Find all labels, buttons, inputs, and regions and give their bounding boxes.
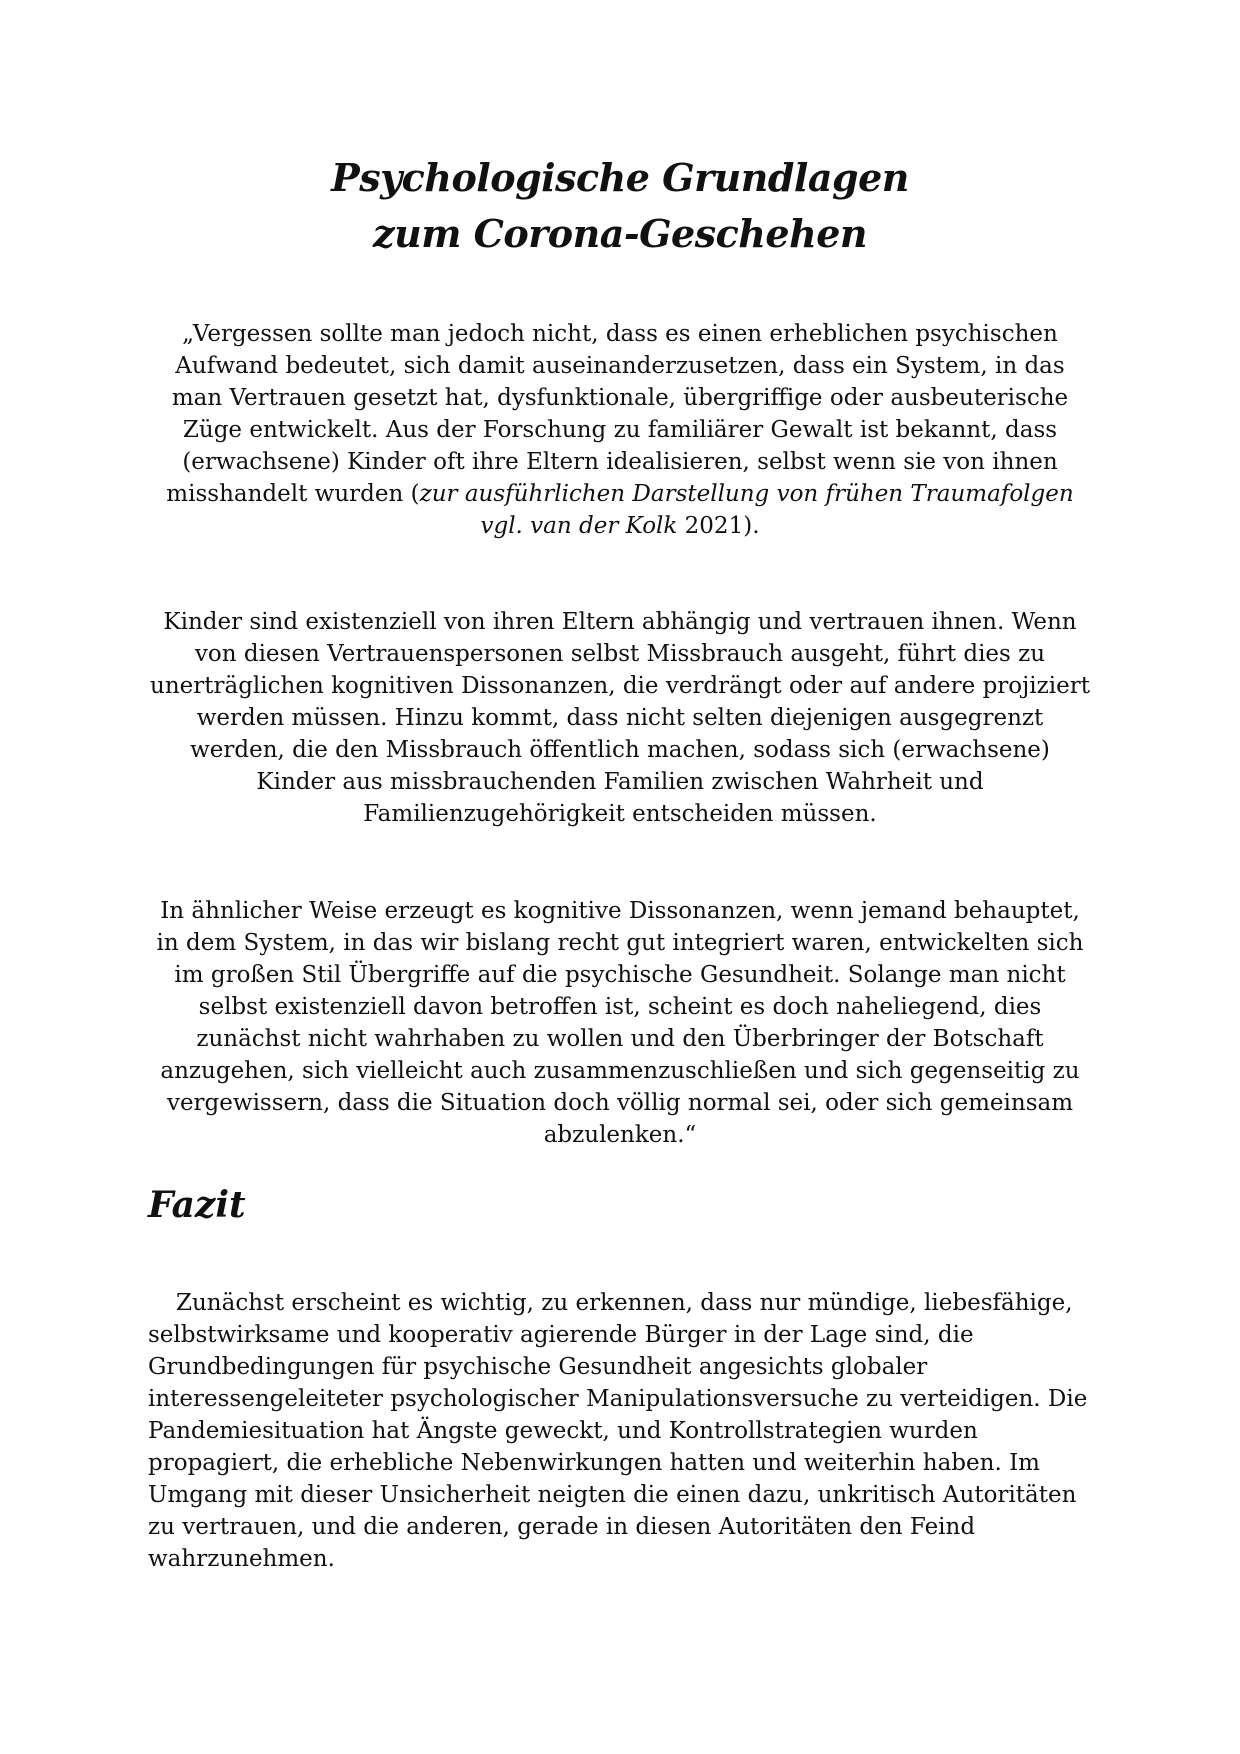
- quote-citation: zur ausführlichen Darstellung von frühen Traumafolgen vgl. van der Kolk: [419, 481, 1074, 539]
- quote-citation-year: 2021: [677, 513, 744, 539]
- quote-paragraph-1-end: ).: [743, 513, 760, 539]
- quote-paragraph-1-text: „Vergessen sollte man jedoch nicht, dass es einen erheblichen psychischen Aufwand bedeutet, sich damit auseinanderzusetzen, dass ein System, in das man Vertrauen gesetzt hat, dysfunktionale, übergriffige oder ausbeuterische Züge entwickelt. Aus der Forschung zu familiärer Gewalt ist bekannt, dass (erwachsene) Kinder oft ihre Eltern idealisieren, selbst wenn sie von ihnen misshandelt wurden (: [166, 321, 1069, 507]
- section-heading-fazit: Fazit: [148, 1184, 246, 1226]
- title-line-2: zum Corona-Geschehen: [372, 211, 868, 256]
- page-title: [0, 150, 1240, 262]
- quote-paragraph-1: [150, 318, 1090, 542]
- quote-paragraph-2: Kinder sind existenziell von ihren Eltern abhängig und vertrauen ihnen. Wenn von diesen Vertrauenspersonen selbst Missbrauch ausgeht, führt dies zu unerträglichen kognitiven Dissonanzen, die verdrängt oder auf andere projiziert werden müssen. Hinzu kommt, dass nicht selten diejenigen ausgegrenzt werden, die den Missbrauch öffentlich machen, sodass sich (erwachsene) Kinder aus missbrauchenden Familien zwischen Wahrheit und Familienzugehörigkeit entscheiden müssen.: [150, 609, 1090, 827]
- fazit-paragraph: Zunächst erscheint es wichtig, zu erkennen, dass nur mündige, liebesfähige, selbstwirksame und kooperativ agierende Bürger in der Lage sind, die Grundbedingungen für psychische Gesundheit angesichts globaler interessengeleiteter psychologischer Manipulationsversuche zu verteidigen. Die Pandemiesituation hat Ängste geweckt, und Kontrollstrategien wurden propagiert, die erhebliche Nebenwirkungen hatten und weiterhin haben. Im Umgang mit dieser Unsicherheit neigten die einen dazu, unkritisch Autoritäten zu vertrauen, und die anderen, gerade in diesen Autoritäten den Feind wahrzunehmen.: [148, 1290, 1088, 1572]
- quote-paragraph-3: In ähnlicher Weise erzeugt es kognitive Dissonanzen, wenn jemand behauptet, in dem System, in das wir bislang recht gut integriert waren, entwickelten sich im großen Stil Übergriffe auf die psychische Gesundheit. Solange man nicht selbst existenziell davon betroffen ist, scheint es doch naheliegend, dies zunächst nicht wahrhaben zu wollen und den Überbringer der Botschaft anzugehen, sich vielleicht auch zusammenzuschließen und sich gegenseitig zu vergewissern, dass die Situation doch völlig normal sei, oder sich gemeinsam abzulenken.“: [156, 898, 1084, 1148]
- title-line-1: Psychologische Grundlagen: [331, 155, 909, 200]
